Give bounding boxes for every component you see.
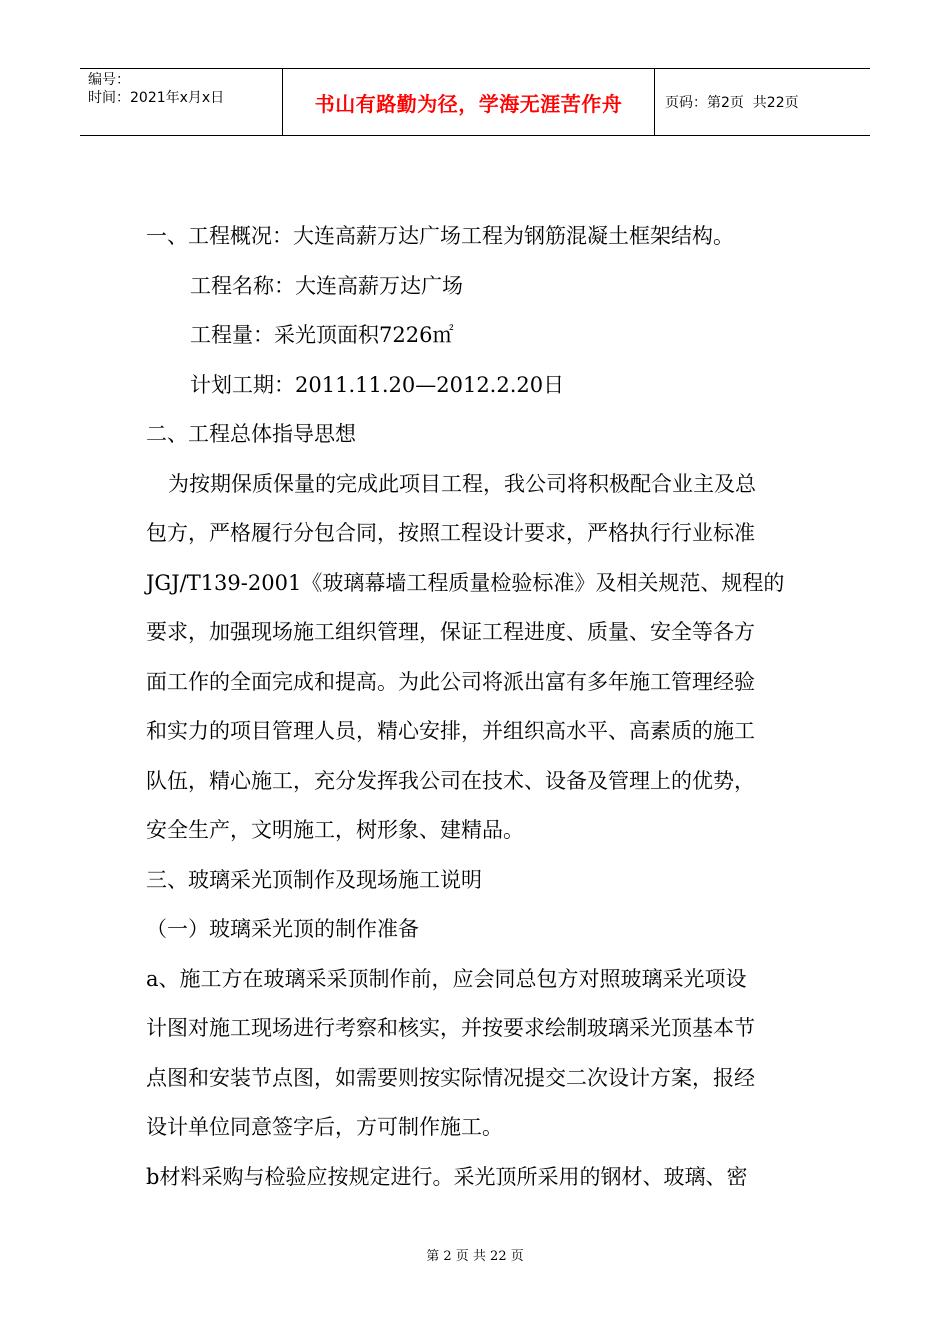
paragraph-line: 队伍，精心施工，充分发挥我公司在技术、设备及管理上的优势， <box>146 768 755 793</box>
section-heading-skylight: 三、玻璃采光顶制作及现场施工说明 <box>146 867 482 892</box>
header-motto-cell <box>283 69 655 135</box>
paragraph-line: b材料采购与检验应按规定进行。采光顶所采用的钢材、玻璃、密 <box>146 1164 748 1189</box>
project-name: 工程名称：大连高薪万达广场 <box>190 273 463 298</box>
header-motto: 书山有路勤为径，学海无涯苦作舟 <box>314 91 623 116</box>
section-heading-guidance: 二、工程总体指导思想 <box>146 422 356 446</box>
paragraph-line: 面工作的全面完成和提高。为此公司将派出富有多年施工管理经验 <box>146 669 755 694</box>
paragraph-line: 计图对施工现场进行考察和核实，并按要求绘制玻璃采光顶基本节 <box>146 1016 755 1040</box>
section-heading-overview: 一、工程概况：大连高薪万达广场工程为钢筋混凝土框架结构。 <box>146 224 734 248</box>
document-header <box>80 68 870 136</box>
header-page-info: 页码：第2页 共22页 <box>665 95 799 111</box>
subsection-heading-preparation: （一）玻璃采光顶的制作准备 <box>146 917 419 941</box>
page-footer: 第 2 页 共 22 页 <box>426 1249 524 1264</box>
project-schedule: 计划工期：2011.11.20—2012.2.20日 <box>190 372 565 397</box>
project-quantity: 工程量：采光顶面积7226㎡ <box>190 323 454 347</box>
paragraph-line: 和实力的项目管理人员，精心安排，并组织高水平、高素质的施工 <box>146 719 755 743</box>
number-label: 编号： <box>88 72 130 88</box>
date-label: 时间：2021年x月x日 <box>88 90 225 106</box>
document-body <box>146 212 806 1202</box>
paragraph-line: 安全生产，文明施工，树形象、建精品。 <box>146 818 524 842</box>
paragraph-line: 点图和安装节点图，如需要则按实际情况提交二次设计方案，报经 <box>146 1065 755 1090</box>
paragraph-line: a、施工方在玻璃采采顶制作前，应会同总包方对照玻璃采光项设 <box>146 966 747 991</box>
paragraph-line: 为按期保质保量的完成此项目工程，我公司将积极配合业主及总 <box>168 471 756 496</box>
paragraph-line: JGJ/T139-2001《玻璃幕墙工程质量检验标准》及相关规范、规程的 <box>146 570 785 595</box>
paragraph-line: 要求，加强现场施工组织管理，保证工程进度、质量、安全等各方 <box>146 620 755 644</box>
paragraph-line: 包方，严格履行分包合同，按照工程设计要求，严格执行行业标准 <box>146 521 755 545</box>
header-meta <box>80 69 283 135</box>
paragraph-line: 设计单位同意签字后，方可制作施工。 <box>146 1115 503 1139</box>
